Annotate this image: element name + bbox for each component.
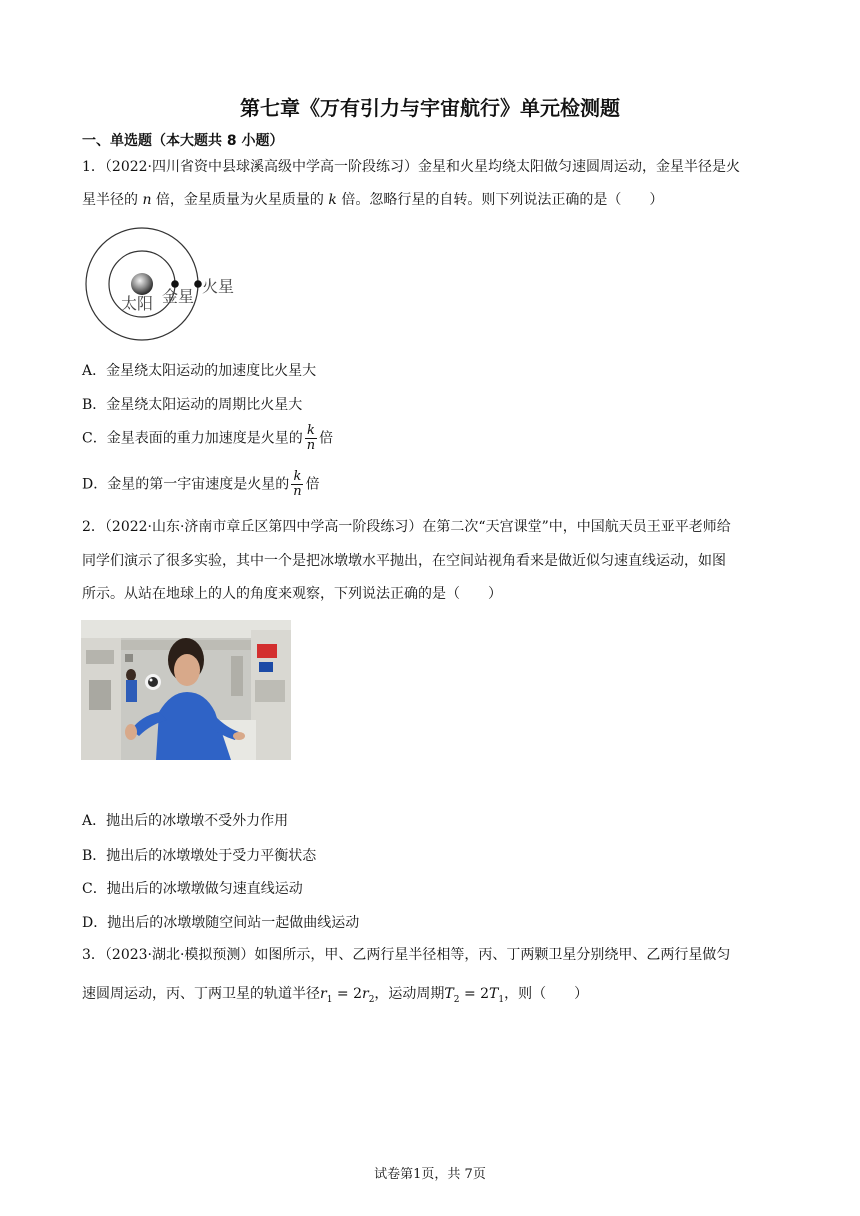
page-footer: 试卷第1页，共 7页 xyxy=(374,1167,486,1182)
question-2-option-a: A．抛出后的冰墩墩不受外力作用 xyxy=(82,813,289,829)
mars-label: 火星 xyxy=(202,277,235,296)
radius-equation: $r_1 = 2r_2$ xyxy=(320,986,375,1005)
question-3-line-2: 速圆周运动，丙、丁两卫星的轨道半径$r_1 = 2r_2$，运动周期$T_2 = 2T_1$，则（ ） xyxy=(82,986,589,1005)
question-2-option-d: D．抛出后的冰墩墩随空间站一起做曲线运动 xyxy=(82,915,360,931)
sun-icon xyxy=(131,273,153,295)
question-2-option-c: C．抛出后的冰墩墩做匀速直线运动 xyxy=(82,881,303,897)
question-2-line-3: 所示。从站在地球上的人的角度来观察，下列说法正确的是（ ） xyxy=(82,586,502,602)
orbit-diagram xyxy=(80,226,250,342)
section-heading: 一、单选题（本大题共 8 小题） xyxy=(82,133,284,149)
question-3-line-1: 3．（2023·湖北·模拟预测）如图所示，甲、乙两行星半径相等，丙、丁两颗卫星分别绕甲、乙两行星做匀 xyxy=(82,947,731,963)
question-1-line-2: 星半径的 n 倍，金星质量为火星质量的 k 倍。忽略行星的自转。则下列说法正确的是（ ） xyxy=(82,192,664,208)
question-2-option-b: B．抛出后的冰墩墩处于受力平衡状态 xyxy=(82,848,317,864)
fraction-k-over-n: $\frac{k}{n}$ xyxy=(293,469,302,499)
fraction-k-over-n: $\frac{k}{n}$ xyxy=(306,423,316,453)
question-1-option-d: D．金星的第一宇宙速度是火星的 $\frac{k}{n}$ 倍 xyxy=(82,469,320,499)
space-station-photo xyxy=(81,620,291,760)
question-2-line-2: 同学们演示了很多实验，其中一个是把冰墩墩水平抛出，在空间站视角看来是做近似匀速直线运动，如图 xyxy=(82,553,726,569)
sun-label: 太阳 xyxy=(121,294,154,313)
question-1-option-a: A．金星绕太阳运动的加速度比火星大 xyxy=(82,363,317,379)
venus-label: 金星 xyxy=(162,287,195,306)
period-equation: $T_2 = 2T_1$ xyxy=(444,986,505,1005)
question-2-line-1: 2．（2022·山东·济南市章丘区第四中学高一阶段练习）在第二次“天宫课堂”中，中国航天员王亚平老师给 xyxy=(82,519,731,535)
question-1-option-c: C．金星表面的重力加速度是火星的 $\frac{k}{n}$ 倍 xyxy=(82,423,334,453)
question-1-line-1: 1．（2022·四川省资中县球溪高级中学高一阶段练习）金星和火星均绕太阳做匀速圆周运动，金星半径是火 xyxy=(82,159,740,175)
question-1-option-b: B．金星绕太阳运动的周期比火星大 xyxy=(82,397,303,413)
mars-dot-icon xyxy=(194,280,202,288)
document-title: 第七章《万有引力与宇宙航行》单元检测题 xyxy=(240,96,620,120)
